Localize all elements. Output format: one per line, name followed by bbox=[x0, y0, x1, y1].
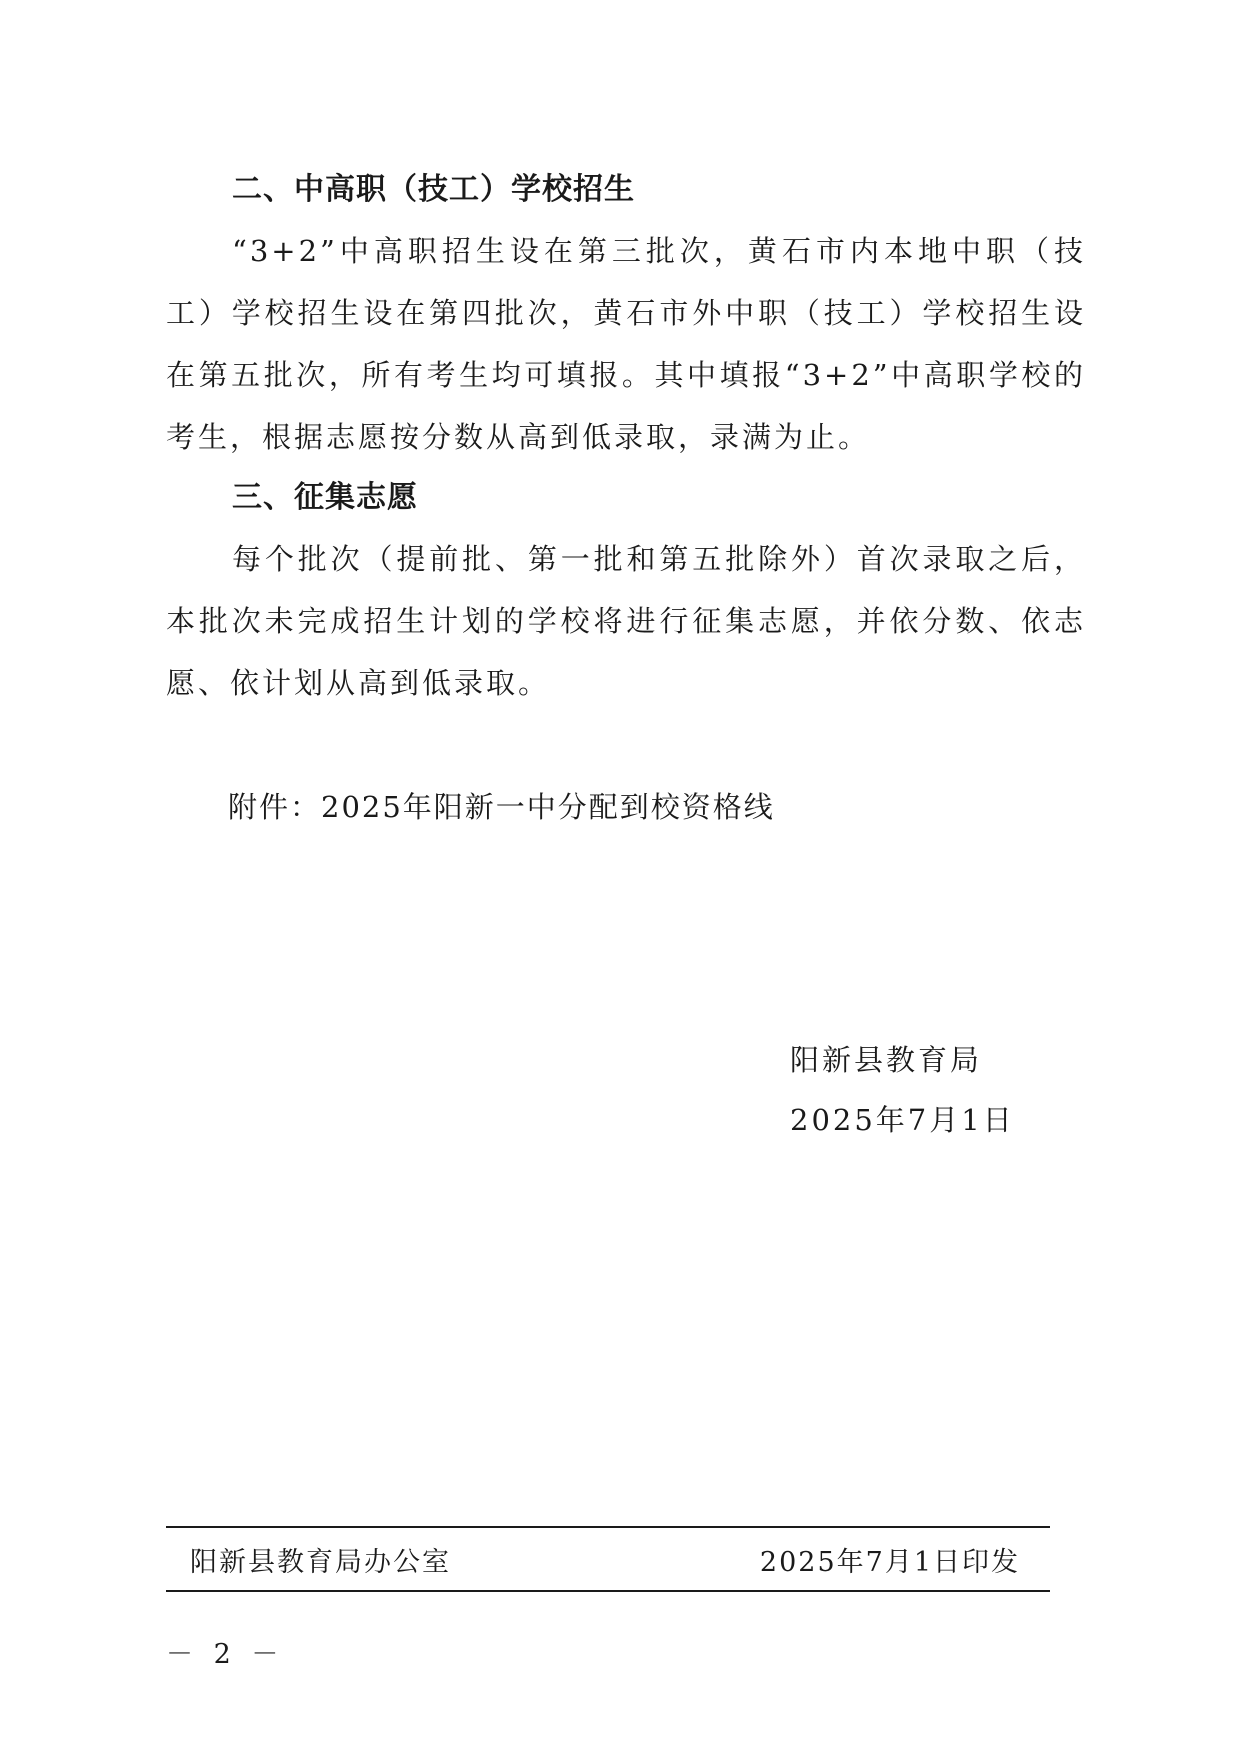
document-body bbox=[166, 160, 1086, 714]
footer-print-date: 2025年7月1日印发 bbox=[759, 1547, 1020, 1578]
footer-divider-top bbox=[166, 1526, 1050, 1528]
section-heading-supplementary: 三、征集志愿 bbox=[232, 480, 418, 515]
attachment-note: 附件：2025年阳新一中分配到校资格线 bbox=[228, 790, 775, 824]
section-body-supplementary: 每个批次（提前批、第一批和第五批除外）首次录取之后，本批次未完成招生计划的学校将进行征集志愿，并依分数、依志愿、依计划从高到低录取。 bbox=[166, 542, 1086, 700]
issuer-signature: 阳新县教育局 bbox=[790, 1043, 983, 1077]
page-number: － 2 － bbox=[166, 1639, 285, 1670]
footer-print-info bbox=[190, 1540, 1020, 1579]
section-heading-vocational: 二、中高职（技工）学校招生 bbox=[232, 172, 635, 207]
footer-office: 阳新县教育局办公室 bbox=[190, 1547, 451, 1578]
section-body-vocational: “3+2”中高职招生设在第三批次，黄石市内本地中职（技工）学校招生设在第四批次，黄石市外中职（技工）学校招生设在第五批次，所有考生均可填报。其中填报“3+2”中高职学校的考生，根据志愿按分数从高到低录取，录满为止。 bbox=[166, 234, 1086, 454]
footer-divider-bottom bbox=[166, 1590, 1050, 1592]
signature-date: 2025年7月1日 bbox=[790, 1103, 1015, 1137]
